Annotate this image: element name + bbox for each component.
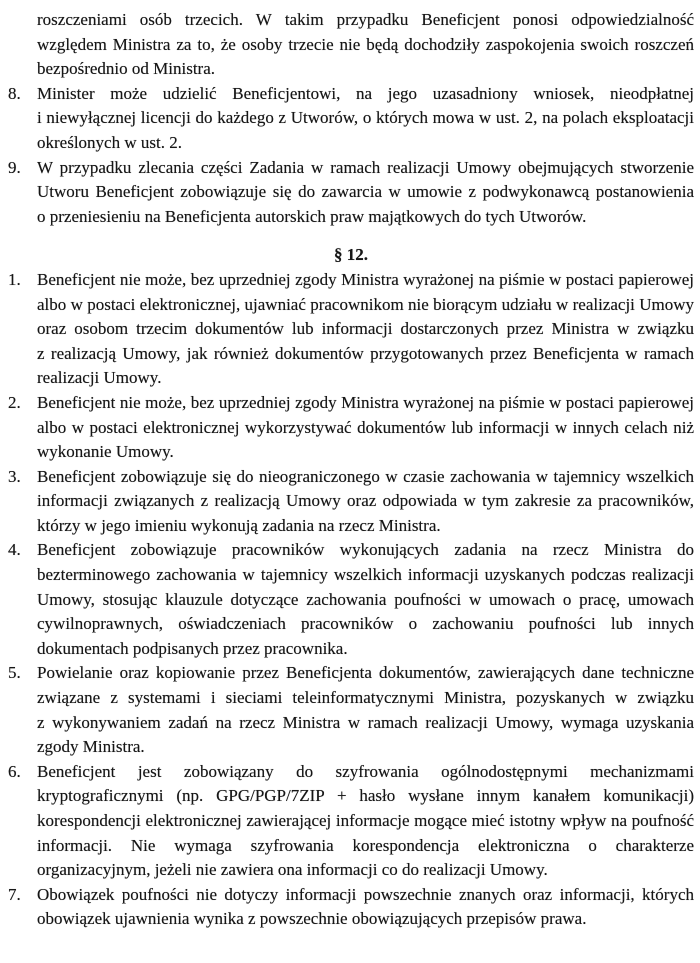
list-item-5	[8, 661, 694, 759]
list-item-number: 6.	[8, 761, 21, 781]
list-item-6	[8, 760, 694, 883]
list-item-text: Beneficjent zobowiązuje pracowników wykonujących zadania na rzecz Ministra do bezterminowego zachowania w tajemnicy wszelkich informacji uzyskanych podczas realizacji Umowy, stosując klauzule dotyczące zachowania poufności w umowach o pracę, umowach cywilnoprawnych, oświadczeniach pracowników o zachowaniu poufności lub innych dokumentach podpisanych przez pracownika.	[37, 540, 694, 658]
list-item-2	[8, 391, 694, 465]
list-item-number: 1.	[8, 269, 21, 289]
list-item-1	[8, 268, 694, 391]
list-item-3	[8, 465, 694, 539]
list-item-text: Beneficjent zobowiązuje się do nieograniczonego w czasie zachowania w tajemnicy wszelkich informacji związanych z realizacją Umowy oraz odpowiada w tym zakresie za pracowników, którzy w jego imieniu wykonują zadania na rzecz Ministra.	[37, 466, 694, 535]
section-heading: § 12.	[334, 245, 368, 265]
list-item-text: Minister może udzielić Beneficjentowi, na jego uzasadniony wniosek, nieodpłatnej i niewyłącznej licencji do każdego z Utworów, o których mowa w ust. 2, na polach eksploatacji określonych w ust. 2.	[37, 83, 694, 152]
list-item-number: 2.	[8, 392, 21, 412]
list-item-text: Beneficjent nie może, bez uprzedniej zgody Ministra wyrażonej na piśmie w postaci papierowej albo w postaci elektronicznej, ujawniać pracownikom nie biorącym udziału w realizacji Umowy oraz osobom trzecim dokumentów lub informacji dostarczonych przez Ministra w związku z realizacją Umowy, jak również dokumentów przygotowanych przez Beneficjenta w ramach realizacji Umowy.	[37, 269, 694, 388]
list-item-text: Powielanie oraz kopiowanie przez Beneficjenta dokumentów, zawierających dane techniczne związane z systemami i sieciami teleinformatycznymi Ministra, pozyskanych w związku z wykonywaniem zadań na rzecz Ministra w ramach realizacji Umowy, wymaga uzyskania zgody Ministra.	[37, 663, 694, 757]
list-item-number: 5.	[8, 663, 21, 683]
list-item-number: 3.	[8, 466, 21, 486]
list-item-7	[8, 883, 694, 932]
list-item-text: Obowiązek poufności nie dotyczy informacji powszechnie znanych oraz informacji, których obowiązek ujawnienia wynika z powszechnie obowiązujących przepisów prawa.	[37, 884, 694, 929]
continuation-paragraph: roszczeniami osób trzecich. W takim przypadku Beneficjent ponosi odpowiedzialność względem Ministra za to, że osoby trzecie nie będą dochodziły zaspokojenia swoich roszczeń bezpośrednio od Ministra.	[37, 10, 694, 79]
list-item-number: 7.	[8, 884, 21, 904]
list-item-8	[8, 82, 694, 156]
list-item-4	[8, 538, 694, 661]
list-item-number: 8.	[8, 83, 21, 103]
list-item-text: Beneficjent jest zobowiązany do szyfrowania ogólnodostępnymi mechanizmami kryptograficznymi (np. GPG/PGP/7ZIP + hasło wysłane innym kanałem komunikacji) korespondencji elektronicznej zawierającej informacje mogące mieć istotny wpływ na poufność informacji. Nie wymaga szyfrowania korespondencja elektroniczna o charakterze organizacyjnym, jeżeli nie zawiera ona informacji co do realizacji Umowy.	[37, 761, 694, 880]
list-item-9	[8, 156, 694, 230]
list-item-text: Beneficjent nie może, bez uprzedniej zgody Ministra wyrażonej na piśmie w postaci papierowej albo w postaci elektronicznej wykorzystywać dokumentów lub informacji w innych celach niż wykonanie Umowy.	[37, 392, 694, 462]
list-item-number: 9.	[8, 157, 21, 177]
list-item-number: 4.	[8, 540, 21, 560]
list-item-text: W przypadku zlecania części Zadania w ramach realizacji Umowy obejmujących stworzenie Utworu Beneficjent zobowiązuje się do zawarcia w umowie z podwykonawcą postanowienia o przeniesieniu na Beneficjenta autorskich praw majątkowych do tych Utworów.	[37, 157, 694, 226]
